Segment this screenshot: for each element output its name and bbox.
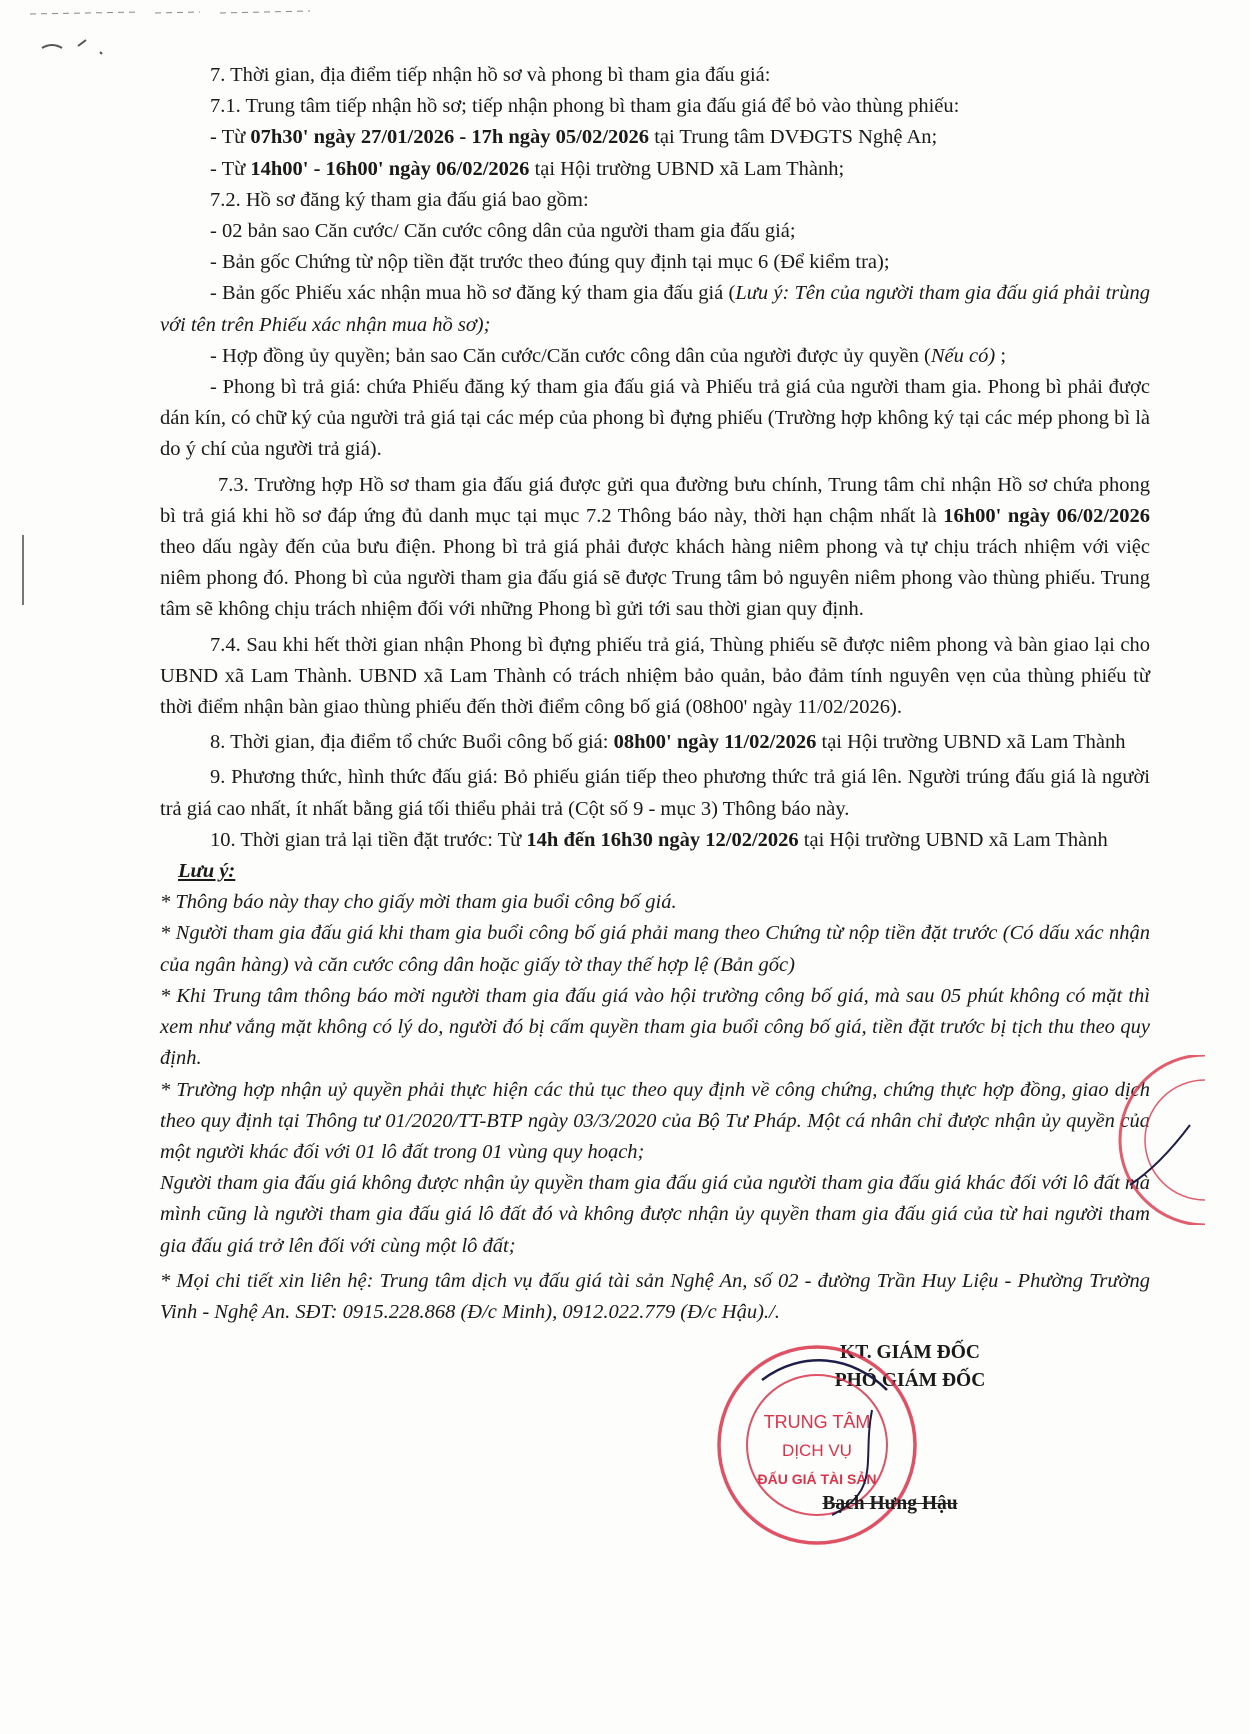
scan-edge-mark bbox=[22, 535, 24, 605]
section-7-heading: 7. Thời gian, địa điểm tiếp nhận hồ sơ và phong bì tham gia đấu giá: bbox=[210, 64, 771, 86]
seal-center-line-2: DỊCH VỤ bbox=[782, 1441, 852, 1460]
section-8: 8. Thời gian, địa điểm tổ chức Buổi công bố giá: 08h00' ngày 11/02/2026 tại Hội trường UBND xã Lam Thành bbox=[210, 731, 1126, 754]
seal-center-line-1: TRUNG TÂM bbox=[763, 1412, 871, 1432]
section-7-2-item-a: - 02 bản sao Căn cước/ Căn cước công dân của người tham gia đấu giá; bbox=[210, 220, 796, 243]
section-7-1-item-a: - Từ 07h30' ngày 27/01/2026 - 17h ngày 05/02/2026 tại Trung tâm DVĐGTS Nghệ An; bbox=[210, 126, 938, 149]
signature-title-1: KT. GIÁM ĐỐC bbox=[840, 1342, 980, 1363]
note-3: * Khi Trung tâm thông báo mời người tham gia đấu giá vào hội trường công bố giá, mà sau 05 phút không có mặt thì xem như vắng mặt không có lý do, người đó bị cấm quyền tham gia buổi công bố giá, tiền đặt trước bị tịch thu theo quy định. bbox=[160, 984, 1150, 1070]
signature-title-2: PHÓ GIÁM ĐỐC bbox=[834, 1370, 986, 1391]
official-seal bbox=[712, 1340, 922, 1550]
section-7-2-item-c: - Bản gốc Phiếu xác nhận mua hồ sơ đăng ký tham gia đấu giá (Lưu ý: Tên của người tham gia đấu giá phải trùng với tên trên Phiếu xác nhận mua hồ sơ); bbox=[160, 282, 1151, 336]
scan-artifact bbox=[20, 6, 320, 66]
note-1: * Thông báo này thay cho giấy mời tham gia buổi công bố giá. bbox=[160, 891, 677, 914]
section-7-1: 7.1. Trung tâm tiếp nhận hồ sơ; tiếp nhận phong bì tham gia đấu giá để bỏ vào thùng phiếu: bbox=[210, 95, 960, 118]
edge-signature-stroke bbox=[1130, 1125, 1190, 1185]
note-5: Người tham gia đấu giá không được nhận ủy quyền tham gia đấu giá của người tham gia đấu giá khác đối với lô đất mà mình cũng là người tham gia đấu giá lô đất đó và không được nhận ủy quyền tham gia đấu giá của từ hai người tham gia đấu giá trở lên đối với cùng một lô đất; bbox=[160, 1172, 1150, 1257]
signatory-name: Bạch Hưng Hậu bbox=[822, 1493, 958, 1514]
edge-seal-fragment bbox=[1095, 1055, 1205, 1225]
section-7-3: 7.3. Trường hợp Hồ sơ tham gia đấu giá được gửi qua đường bưu chính, Trung tâm chỉ nhận Hồ sơ chứa phong bì trả giá khi hồ sơ đáp ứng đủ danh mục tại mục 7.2 Thông báo này, thời hạn chậm nhất là 16h00' ngày 06/02/2026 theo dấu ngày đến của bưu điện. Phong bì trả giá phải được khách hàng niêm phong và tự chịu trách nhiệm với việc niêm phong đó. Phong bì của người tham gia đấu giá sẽ được Trung tâm bỏ nguyên niêm phong vào thùng phiếu. Trung tâm sẽ không chịu trách nhiệm đối với những Phong bì gửi tới sau thời gian quy định. bbox=[160, 473, 1151, 621]
section-7-2-item-e: - Phong bì trả giá: chứa Phiếu đăng ký tham gia đấu giá và Phiếu trả giá của người tham gia. Phong bì phải được dán kín, có chữ ký của người trả giá tại các mép của phong bì đựng phiếu (Trường hợp không ký tại các mép phong bì là do ý chí của người trả giá). bbox=[160, 376, 1150, 461]
section-7-4: 7.4. Sau khi hết thời gian nhận Phong bì đựng phiếu trả giá, Thùng phiếu sẽ được niêm phong và bàn giao lại cho UBND xã Lam Thành. UBND xã Lam Thành có trách nhiệm bảo quản, bảo đảm tính nguyên vẹn của thùng phiếu từ thời điểm nhận bàn giao thùng phiếu đến thời điểm công bố giá (08h00' ngày 11/02/2026). bbox=[160, 633, 1150, 719]
section-7-2: 7.2. Hồ sơ đăng ký tham gia đấu giá bao gồm: bbox=[210, 188, 589, 211]
note-2: * Người tham gia đấu giá khi tham gia buổi công bố giá phải mang theo Chứng từ nộp tiền đặt trước (Có dấu xác nhận của ngân hàng) và căn cước công dân hoặc giấy tờ thay thế hợp lệ (Bản gốc) bbox=[160, 922, 1150, 976]
section-7-2-item-b: - Bản gốc Chứng từ nộp tiền đặt trước theo đúng quy định tại mục 6 (Để kiểm tra); bbox=[210, 251, 890, 274]
document-body bbox=[160, 60, 1150, 1328]
note-6: * Mọi chi tiết xin liên hệ: Trung tâm dịch vụ đấu giá tài sản Nghệ An, số 02 - đường Trần Huy Liệu - Phường Trường Vinh - Nghệ An. SĐT: 0915.228.868 (Đ/c Minh), 0912.022.779 (Đ/c Hậu)./. bbox=[160, 1269, 1150, 1323]
seal-center-line-3: ĐẤU GIÁ TÀI SẢN bbox=[757, 1471, 877, 1487]
section-9: 9. Phương thức, hình thức đấu giá: Bỏ phiếu gián tiếp theo phương thức trả giá lên. Người trúng đấu giá là người trả giá cao nhất, ít nhất bằng giá tối thiểu phải trả (Cột số 9 - mục 3) Thông báo này. bbox=[160, 766, 1150, 820]
note-title: Lưu ý: bbox=[178, 860, 236, 883]
note-4: * Trường hợp nhận uỷ quyền phải thực hiện các thủ tục theo quy định về công chứng, chứng thực hợp đồng, giao dịch theo quy định tại Thông tư 01/2020/TT-BTP ngày 03/3/2020 của Bộ Tư Pháp. Một cá nhân chỉ được nhận ủy quyền của một người khác đối với 01 lô đất trong 01 vùng quy hoạch; bbox=[160, 1078, 1150, 1163]
section-10: 10. Thời gian trả lại tiền đặt trước: Từ 14h đến 16h30 ngày 12/02/2026 tại Hội trường UBND xã Lam Thành bbox=[210, 828, 1108, 851]
section-7-1-item-b: - Từ 14h00' - 16h00' ngày 06/02/2026 tại Hội trường UBND xã Lam Thành; bbox=[210, 157, 845, 180]
section-7-2-item-d: - Hợp đồng ủy quyền; bản sao Căn cước/Căn cước công dân của người được ủy quyền (Nếu có) ; bbox=[210, 344, 1007, 367]
